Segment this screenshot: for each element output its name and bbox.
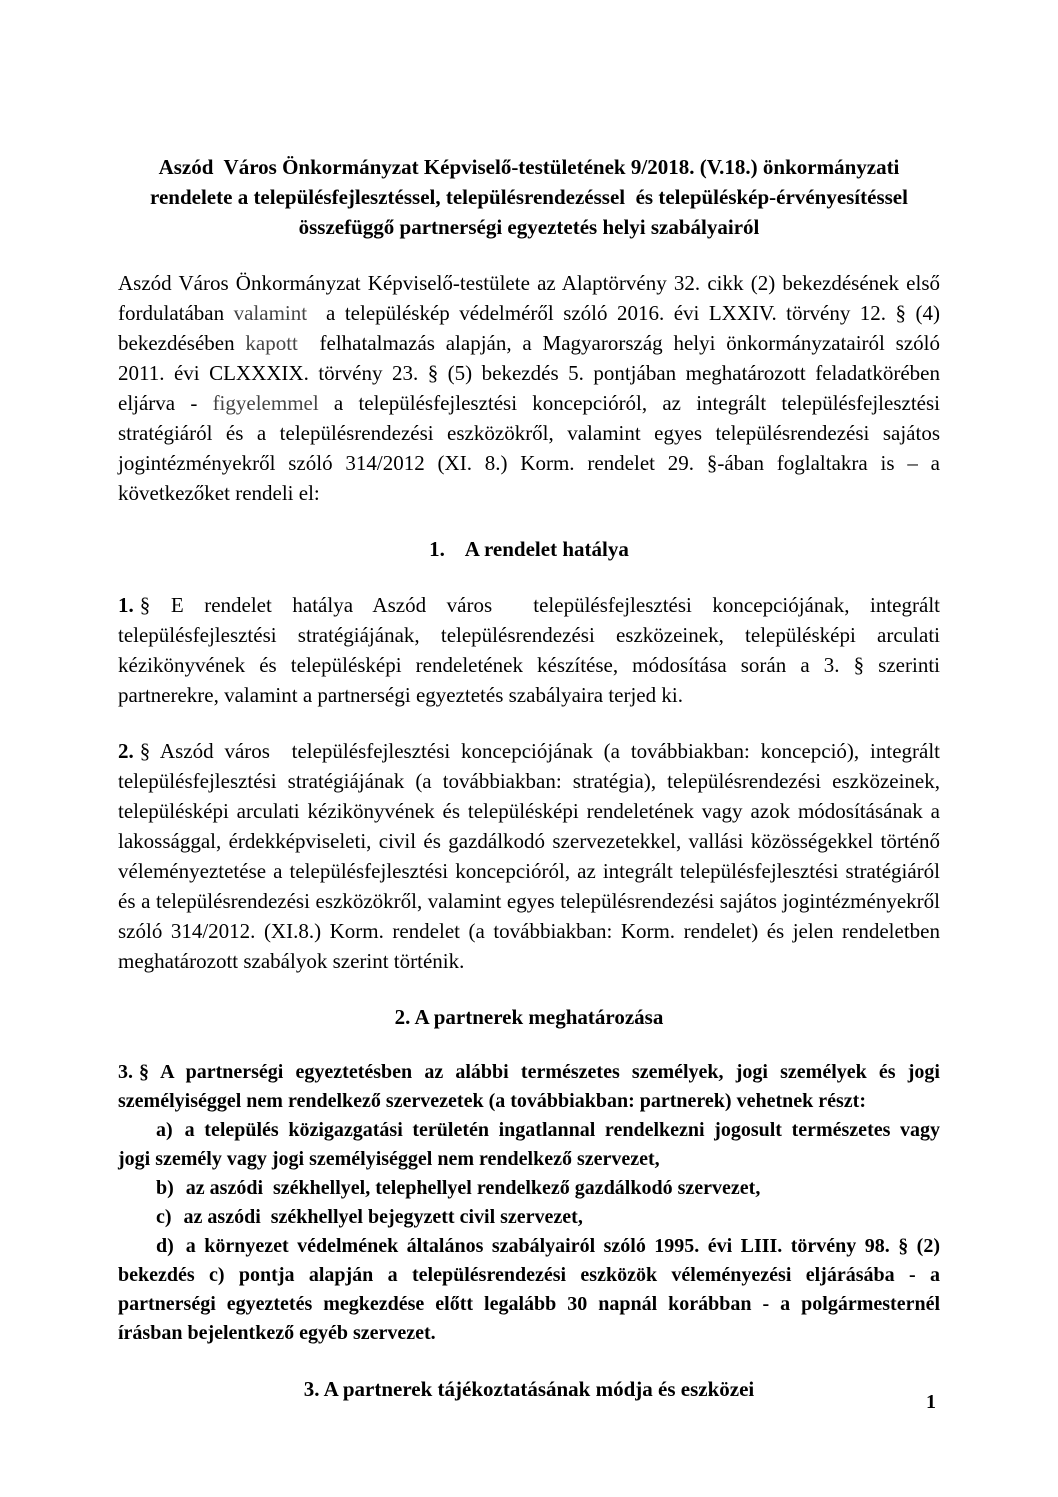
preamble-text: Aszód Város Önkormányzat Képviselő-testülete az Alaptörvény 32. cikk (2) bekezdésének első fordulatában: [118, 271, 940, 325]
paragraph-number: 3.: [118, 1061, 133, 1083]
paragraph-text: § A partnerségi egyeztetésben az alábbi természetes személyek, jogi személyek és jogi személyiséggel nem rendelkező szervezetek (a továbbiakban: partnerek) vehetnek részt:: [118, 1061, 940, 1112]
section-heading: 2. A partnerek meghatározása: [394, 1005, 664, 1029]
list-item: [118, 1232, 940, 1348]
document-title-line: összefüggő partnerségi egyeztetés helyi szabályairól: [298, 215, 760, 239]
list-item-text: a környezet védelmének általános szabályairól szóló 1995. évi LIII. törvény 98. § (2) bekezdés c) pontja alapján a településrendezési eszközök véleményezési eljárásába - a partnerségi egyeztetés megkezdése előtt legalább 30 napnál korábban - a polgármesternél írásban bejelentkező egyéb szervezet.: [118, 1235, 940, 1344]
inserted-word: figyelemmel: [212, 391, 319, 415]
paragraph: [118, 1058, 940, 1116]
preamble-paragraph: [118, 268, 940, 508]
preamble-text: a településfejlesztési koncepcióról, az integrált településfejlesztési stratégiáról és a településrendezési eszközökről, valamint egyes településrendezési sajátos jogintézményekről szóló 314/2012 (XI. 8.) Korm. rendelet 29. §-ában foglaltakra is – a következőket rendeli el:: [118, 391, 940, 505]
list-item: [118, 1203, 940, 1232]
section-heading: 1. A rendelet hatálya: [429, 537, 629, 561]
inserted-word: valamint: [233, 301, 308, 325]
paragraph-text: § Aszód város településfejlesztési koncepciójának (a továbbiakban: koncepció), integrált településfejlesztési stratégiájának (a továbbiakban: stratégia), településrendezési eszközeinek, településképi arculati kézikönyvének és településképi rendeletének vagy azok módosításának a lakossággal, érdekképviseleti, civil és gazdálkodó szervezetekkel, vallási közösségekkel történő véleményeztetése a településfejlesztési koncepcióról, az integrált településfejlesztési stratégiáról és a településrendezési eszközökről, valamint egyes településrendezési sajátos jogintézményekről szóló 314/2012. (XI.8.) Korm. rendelet (a továbbiakban: Korm. rendelet) és jelen rendeletben meghatározott szabályok szerint történik.: [118, 739, 940, 973]
document-title-line: rendelete a településfejlesztéssel, településrendezéssel és településkép-érvényesítéssel: [150, 185, 908, 209]
preamble-text: felhatalmazás alapján, a Magyarország helyi önkormányzatairól szóló 2011. évi CLXXXIX. törvény 23. § (5) bekezdés 5. pontjában meghatározott feladatkörében eljárva -: [118, 331, 940, 415]
list-item: [118, 1174, 940, 1203]
document-title: [118, 152, 940, 242]
paragraph-number: 2.: [118, 739, 134, 763]
list-item-label: d): [156, 1235, 174, 1257]
list-item-label: b): [156, 1177, 174, 1199]
list-item-text: a település közigazgatási területén ingatlannal rendelkezni jogosult természetes vagy jogi személy vagy jogi személyiséggel nem rendelkező szervezet,: [118, 1119, 940, 1170]
paragraph: [118, 590, 940, 710]
inserted-word: kapott: [245, 331, 298, 355]
page-number: 1: [926, 1391, 936, 1413]
paragraph: [118, 736, 940, 976]
list-item-label: c): [156, 1206, 172, 1228]
list-item-label: a): [156, 1119, 173, 1141]
document-title-line: Aszód Város Önkormányzat Képviselő-testületének 9/2018. (V.18.) önkormányzati: [158, 155, 900, 179]
paragraph-text: § E rendelet hatálya Aszód város településfejlesztési koncepciójának, integrált településfejlesztési stratégiájának, településrendezési eszközeinek, településképi arculati kézikönyvének és településképi rendeletének készítése, módosítása során a 3. § szerinti partnerekre, valamint a partnerségi egyeztetés szabályaira terjed ki.: [118, 593, 940, 707]
paragraph-number: 1.: [118, 593, 134, 617]
list-item: [118, 1116, 940, 1174]
list-item-text: az aszódi székhellyel bejegyzett civil szervezet,: [183, 1206, 583, 1228]
list-item-text: az aszódi székhellyel, telephellyel rendelkező gazdálkodó szervezet,: [185, 1177, 761, 1199]
section-heading: 3. A partnerek tájékoztatásának módja és eszközei: [303, 1377, 755, 1401]
preamble-text: a településkép védelméről szóló 2016. évi LXXIV. törvény 12. § (4) bekezdésében: [118, 301, 940, 355]
paragraph-group: [118, 1058, 940, 1348]
